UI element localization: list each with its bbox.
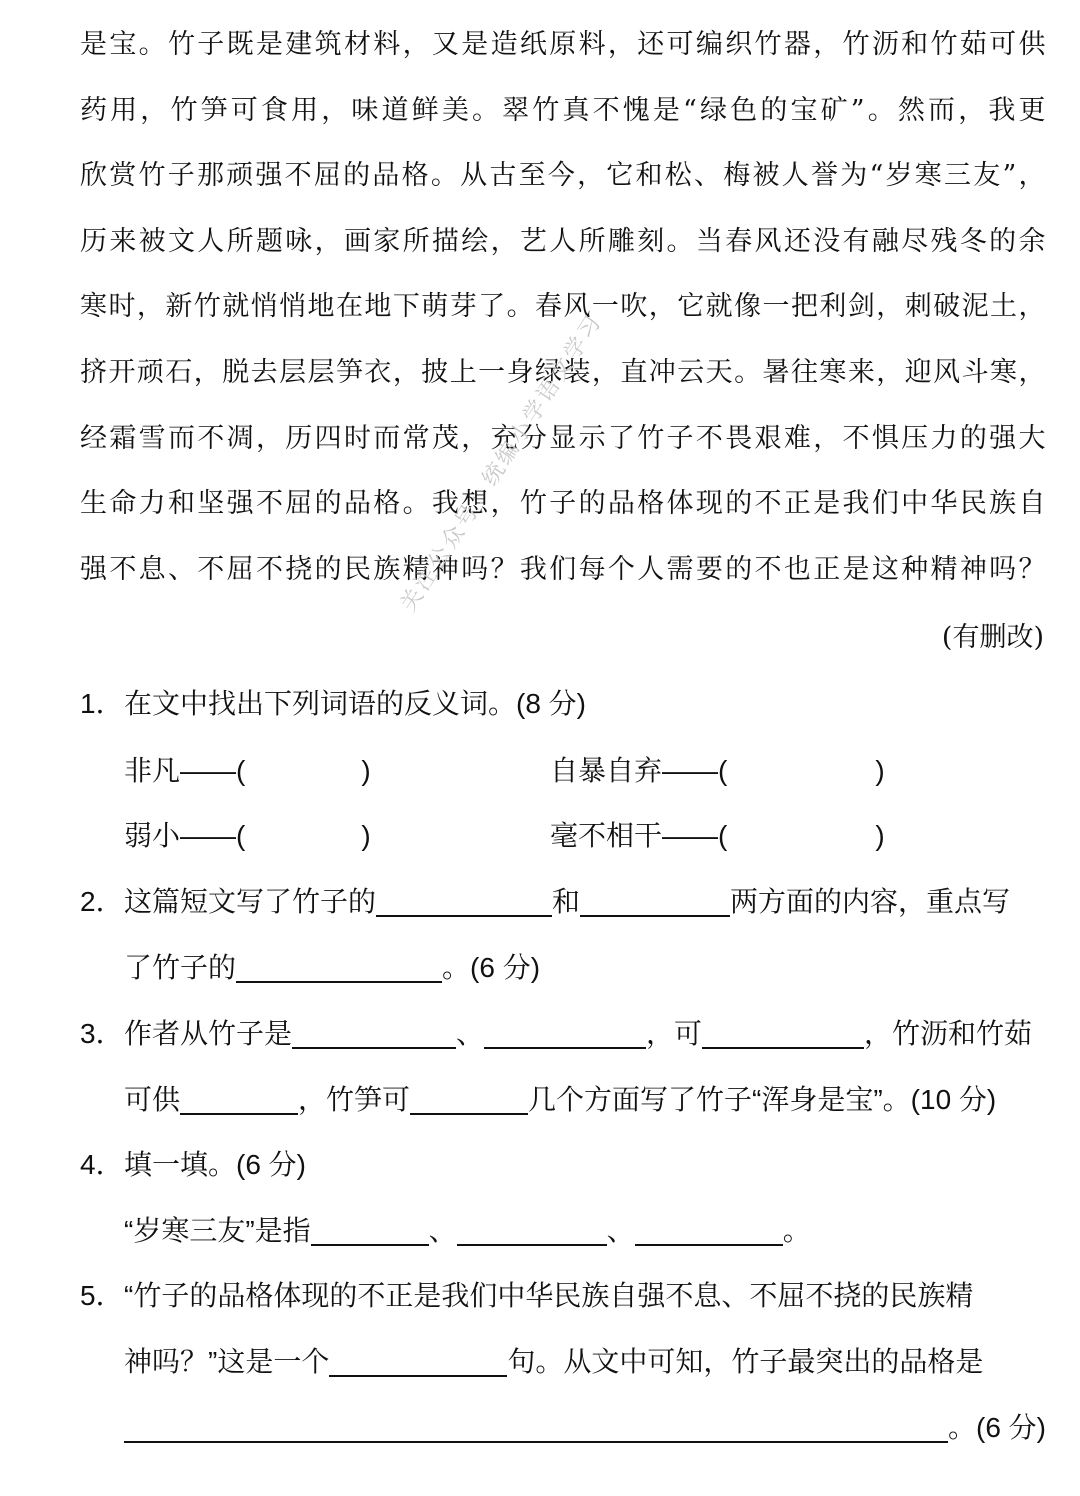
- antonym-word: 弱小——: [124, 820, 237, 851]
- close-paren: ): [875, 755, 885, 786]
- close-paren: ): [361, 755, 371, 786]
- answer-blank[interactable]: [329, 1345, 507, 1377]
- question-4-cont: [124, 1209, 811, 1249]
- question-text: 填一填。(6 分): [124, 1149, 307, 1180]
- question-number: 2．: [80, 886, 124, 917]
- question-number: 5．: [80, 1280, 124, 1311]
- antonym-word: 毫不相干——: [550, 820, 719, 851]
- text-segment: 作者从竹子是: [124, 1018, 293, 1049]
- question-text: [124, 1012, 1032, 1052]
- text-segment: 、: [606, 1215, 635, 1246]
- open-paren: (: [718, 755, 728, 786]
- answer-blank[interactable]: [410, 1083, 528, 1115]
- open-paren: (: [236, 755, 246, 786]
- text-segment: 。(6 分): [948, 1412, 1047, 1443]
- question-text: 在文中找出下列词语的反义词。(8 分): [124, 688, 587, 719]
- text-segment: ，竹沥和竹茹: [864, 1018, 1033, 1049]
- question-text: “竹子的品格体现的不正是我们中华民族自强不息、不屈不挠的民族精: [124, 1280, 974, 1311]
- source-note: (有删改): [941, 622, 1044, 653]
- close-paren: ): [875, 820, 885, 851]
- question-number: 4．: [80, 1149, 124, 1180]
- passage-line: 药用，竹笋可食用，味道鲜美。翠竹真不愧是“绿色的宝矿”。然而，我更: [80, 94, 1046, 126]
- question-5-cont: [124, 1340, 983, 1380]
- answer-blank[interactable]: [484, 1017, 646, 1049]
- antonym-item-4: [550, 814, 885, 854]
- open-paren: (: [236, 820, 246, 851]
- text-segment: 这篇短文写了竹子的: [124, 886, 377, 917]
- question-2-cont: [124, 946, 540, 986]
- antonym-item-1: [124, 749, 371, 789]
- passage-line: 欣赏竹子那顽强不屈的品格。从古至今，它和松、梅被人誉为“岁寒三友”，: [80, 160, 1046, 192]
- answer-blank[interactable]: [376, 885, 552, 917]
- answer-blank[interactable]: [292, 1017, 456, 1049]
- answer-blank[interactable]: [702, 1017, 864, 1049]
- text-segment: 神吗？”这是一个: [124, 1346, 330, 1377]
- text-segment: 两方面的内容，重点写: [730, 886, 1011, 917]
- passage-line: 是宝。竹子既是建筑材料，又是造纸原料，还可编织竹器，竹沥和竹茹可供: [80, 29, 1046, 60]
- text-segment: 、: [456, 1018, 485, 1049]
- answer-blank[interactable]: [236, 951, 442, 983]
- antonym-word: 自暴自弃——: [550, 755, 719, 786]
- text-segment: 可供: [124, 1084, 181, 1115]
- open-paren: (: [718, 820, 728, 851]
- text-segment: 句。从文中可知，竹子最突出的品格是: [507, 1346, 984, 1377]
- passage: [80, 12, 1046, 602]
- text-segment: 几个方面写了竹子“浑身是宝”。(10 分): [528, 1084, 997, 1115]
- passage-line: 经霜雪而不凋，历四时而常茂，充分显示了竹子不畏艰难，不惧压力的强大: [80, 422, 1046, 454]
- passage-line: 强不息、不屈不挠的民族精神吗？我们每个人需要的不也正是这种精神吗？: [80, 553, 1046, 585]
- answer-blank[interactable]: [124, 1411, 948, 1443]
- answer-blank[interactable]: [180, 1083, 298, 1115]
- answer-blank[interactable]: [457, 1214, 607, 1246]
- passage-line: 挤开顽石，脱去层层笋衣，披上一身绿装，直冲云天。暑往寒来，迎风斗寒，: [80, 356, 1046, 388]
- text-segment: 了竹子的: [124, 952, 237, 983]
- answer-blank[interactable]: [580, 885, 730, 917]
- text-segment: ，可: [646, 1018, 703, 1049]
- text-segment: “岁寒三友”是指: [124, 1215, 311, 1246]
- text-segment: 。: [782, 1215, 811, 1246]
- close-paren: ): [361, 820, 371, 851]
- question-number: 3．: [80, 1018, 124, 1049]
- antonym-item-2: [550, 749, 885, 789]
- passage-line: 历来被文人所题咏，画家所描绘，艺人所雕刻。当春风还没有融尽残冬的余: [80, 225, 1046, 257]
- question-5-final: [124, 1406, 1046, 1446]
- passage-line: 寒时，新竹就悄悄地在地下萌芽了。春风一吹，它就像一把利剑，刺破泥土，: [80, 291, 1046, 323]
- answer-blank[interactable]: [311, 1214, 429, 1246]
- text-segment: ，竹笋可: [298, 1084, 411, 1115]
- antonym-word: 非凡——: [124, 755, 237, 786]
- passage-line: 生命力和坚强不屈的品格。我想，竹子的品格体现的不正是我们中华民族自: [80, 488, 1046, 520]
- question-3-cont: [124, 1078, 996, 1118]
- question-text: [124, 880, 1010, 920]
- question-number: 1．: [80, 688, 124, 719]
- answer-blank[interactable]: [635, 1214, 783, 1246]
- text-segment: 。(6 分): [442, 952, 541, 983]
- text-segment: 、: [428, 1215, 457, 1246]
- watermark: 关注公众号：统编小学语文学习: [396, 309, 608, 617]
- antonym-item-3: [124, 814, 371, 854]
- text-segment: 和: [552, 886, 581, 917]
